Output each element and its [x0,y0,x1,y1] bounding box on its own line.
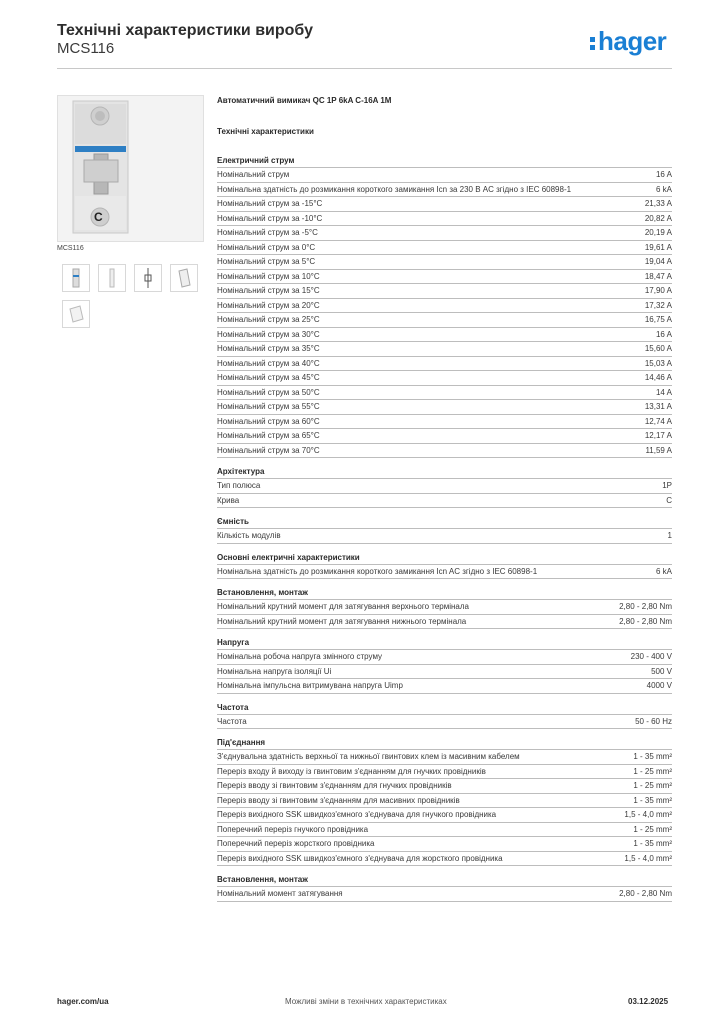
section-title: Електричний струм [217,154,672,168]
spec-label: Кількість модулів [217,531,281,540]
spec-row [217,823,672,838]
spec-row [217,212,672,227]
page-title: Технічні характеристики виробу [57,22,313,39]
spec-row [217,415,672,430]
breaker-side-thumb[interactable] [98,264,126,292]
header-divider [57,68,672,69]
spec-value: 6 kA [655,184,672,194]
spec-row [217,565,672,580]
spec-row [217,765,672,780]
spec-label: Номінальна робоча напруга змінного струму [217,652,383,661]
spec-value: 1 - 25 mm² [633,824,672,834]
spec-label: Переріз вихідного SSK швидкоз'ємного з'єднувача для жорсткого провідника [217,853,503,863]
spec-row [217,494,672,509]
logo-dots-icon [590,33,596,53]
spec-heading: Технічні характеристики [217,127,314,136]
spec-label: Номінальний струм за 10°C [217,271,320,281]
spec-value: 19,04 A [644,257,672,266]
spec-row [217,479,672,494]
spec-row [217,400,672,415]
spec-value: 21,33 A [644,199,672,208]
spec-label: Номінальний струм [217,170,290,179]
section-title: Архітектура [217,465,672,479]
circuit-breaker-image[interactable] [57,95,204,242]
spec-value: 14,46 A [644,373,672,382]
spec-label: Номінальний струм за 35°C [217,344,320,353]
spec-label: Номінальний крутний момент для затягування нижнього термінала [217,616,467,626]
spec-value: 1 - 25 mm² [633,766,672,776]
section-title: Частота [217,701,672,715]
spec-row [217,750,672,765]
spec-label: Номінальна здатність до розмикання короткого замикання Icn AC згідно з IEC 60898-1 [217,566,538,576]
spec-row [217,255,672,270]
spec-row [217,444,672,459]
spec-row [217,183,672,198]
spec-value: 15,60 A [644,344,672,353]
spec-value: 20,82 A [644,213,672,223]
spec-sections [217,154,672,902]
spec-row [217,808,672,823]
spec-label: Номінальна напруга ізоляції Ui [217,666,332,676]
spec-value: 2,80 - 2,80 Nm [619,602,672,611]
logo-text: hager [598,26,667,56]
spec-row [217,386,672,401]
spec-label: Частота [217,716,247,726]
spec-label: Крива [217,495,240,505]
spec-label: Переріз вихідного SSK швидкоз'ємного з'єднувача для гнучкого провідника [217,810,497,819]
spec-row [217,357,672,372]
spec-value: 16,75 A [644,315,672,324]
spec-value: 20,19 A [644,228,672,237]
spec-label: Номінальний струм за 20°C [217,300,320,310]
spec-row [217,168,672,183]
spec-value: 17,32 A [644,300,672,310]
wiring-diagram-icon [135,265,161,291]
spec-row [217,328,672,343]
spec-label: Номінальний струм за 60°C [217,416,320,426]
spec-label: Номінальний струм за 5°C [217,257,316,266]
spec-value: 19,61 A [644,242,672,252]
spec-label: Номінальний струм за 15°C [217,286,320,295]
breaker-diagram-thumb[interactable] [134,264,162,292]
section-title: Встановлення, монтаж [217,586,672,600]
spec-section [217,465,672,508]
spec-row [217,794,672,809]
hager-logo[interactable] [590,26,666,57]
spec-value: 50 - 60 Hz [635,716,672,726]
spec-value: 1 - 35 mm² [633,752,672,761]
spec-value: 17,90 A [644,286,672,295]
spec-value: 1,5 - 4,0 mm² [624,810,672,819]
product-curve-label: C [94,210,103,224]
spec-section [217,873,672,902]
spec-row [217,650,672,665]
breaker-back-icon [63,301,89,327]
spec-row [217,837,672,852]
spec-label: Номінальний крутний момент для затягування верхнього термінала [217,602,469,611]
product-title: Автоматичний вимикач QC 1P 6kA C-16A 1M [217,96,392,105]
breaker-front-thumb[interactable] [62,264,90,292]
footer-website-link[interactable]: hager.com/ua [57,997,109,1006]
spec-value: 1 - 35 mm² [633,795,672,805]
spec-label: Номінальна імпульсна витримувана напруга Uimp [217,681,403,690]
spec-row [217,887,672,902]
spec-value: 1 - 35 mm² [633,839,672,848]
spec-label: Номінальний струм за 50°C [217,387,320,397]
spec-row [217,779,672,794]
spec-label: Переріз вводу зі гвинтовим з'єднанням для масивних провідників [217,795,460,805]
spec-value: 16 A [655,329,672,339]
spec-value: 1P [662,481,672,490]
spec-label: Номінальний струм за -10°C [217,213,323,223]
spec-value: 12,74 A [644,416,672,426]
spec-label: Номінальний момент затягування [217,889,343,898]
spec-row [217,371,672,386]
spec-row [217,615,672,630]
spec-value: 18,47 A [644,271,672,281]
spec-label: Номінальний струм за 65°C [217,431,320,440]
spec-label: Тип полюса [217,481,261,490]
spec-value: 6 kA [655,566,672,576]
section-title: Основні електричні характеристики [217,551,672,565]
spec-label: Номінальний струм за 45°C [217,373,320,382]
spec-row [217,529,672,544]
spec-value: C [666,495,672,505]
spec-value: 16 A [655,170,672,179]
breaker-back-thumb[interactable] [62,300,90,328]
spec-label: Номінальний струм за 70°C [217,445,320,455]
spec-label: Переріз входу й виходу із гвинтовим з'єднанням для гнучких провідників [217,766,486,776]
spec-label: Номінальний струм за -5°C [217,228,318,237]
spec-row [217,226,672,241]
section-title: Напруга [217,636,672,650]
spec-value: 1 - 25 mm² [633,781,672,790]
spec-label: Переріз вводу зі гвинтовим з'єднанням для гнучких провідників [217,781,452,790]
spec-section [217,586,672,629]
spec-row [217,284,672,299]
section-title: Встановлення, монтаж [217,873,672,887]
breaker-front-icon [63,265,89,291]
spec-row [217,715,672,730]
spec-value: 13,31 A [644,402,672,411]
spec-label: З'єднувальна здатність верхньої та нижньої гвинтових клем із масивним кабелем [217,752,520,761]
spec-row [217,197,672,212]
breaker-angle-icon [171,265,197,291]
spec-row [217,665,672,680]
spec-value: 2,80 - 2,80 Nm [619,889,672,898]
section-title: Під'єднання [217,736,672,750]
spec-section [217,736,672,866]
spec-label: Поперечний переріз гнучкого провідника [217,824,369,834]
spec-row [217,241,672,256]
spec-value: 1,5 - 4,0 mm² [624,853,672,863]
spec-value: 1 [667,531,672,540]
spec-row [217,852,672,867]
footer-disclaimer: Можливі зміни в технічних характеристиках [285,997,447,1006]
spec-label: Поперечний переріз жорсткого провідника [217,839,375,848]
breaker-side-icon [99,265,125,291]
spec-label: Номінальний струм за 55°C [217,402,320,411]
breaker-angle-thumb[interactable] [170,264,198,292]
spec-row [217,313,672,328]
spec-row [217,299,672,314]
spec-value: 15,03 A [644,358,672,368]
section-title: Ємність [217,515,672,529]
spec-label: Номінальний струм за 30°C [217,329,320,339]
spec-value: 2,80 - 2,80 Nm [619,616,672,626]
spec-value: 11,59 A [645,445,672,455]
spec-label: Номінальний струм за -15°C [217,199,323,208]
spec-value: 230 - 400 V [630,652,672,661]
spec-label: Номінальний струм за 25°C [217,315,320,324]
spec-section [217,701,672,730]
spec-content [217,96,672,902]
spec-value: 14 A [655,387,672,397]
spec-label: Номінальна здатність до розмикання короткого замикання Icn за 230 В AC згідно з IEC 60898-1 [217,184,572,194]
spec-section [217,636,672,694]
spec-value: 4000 V [646,681,672,690]
spec-row [217,429,672,444]
footer-date: 03.12.2025 [628,997,669,1006]
spec-label: Номінальний струм за 0°C [217,242,316,252]
spec-section [217,551,672,580]
product-code: MCS116 [57,40,115,57]
spec-section [217,154,672,458]
spec-row [217,270,672,285]
spec-row [217,342,672,357]
spec-value: 500 V [651,666,672,676]
spec-row [217,679,672,694]
spec-label: Номінальний струм за 40°C [217,358,320,368]
spec-section [217,515,672,544]
spec-value: 12,17 A [644,431,672,440]
circuit-breaker-icon [58,96,203,241]
image-caption: MCS116 [57,245,84,252]
spec-row [217,600,672,615]
